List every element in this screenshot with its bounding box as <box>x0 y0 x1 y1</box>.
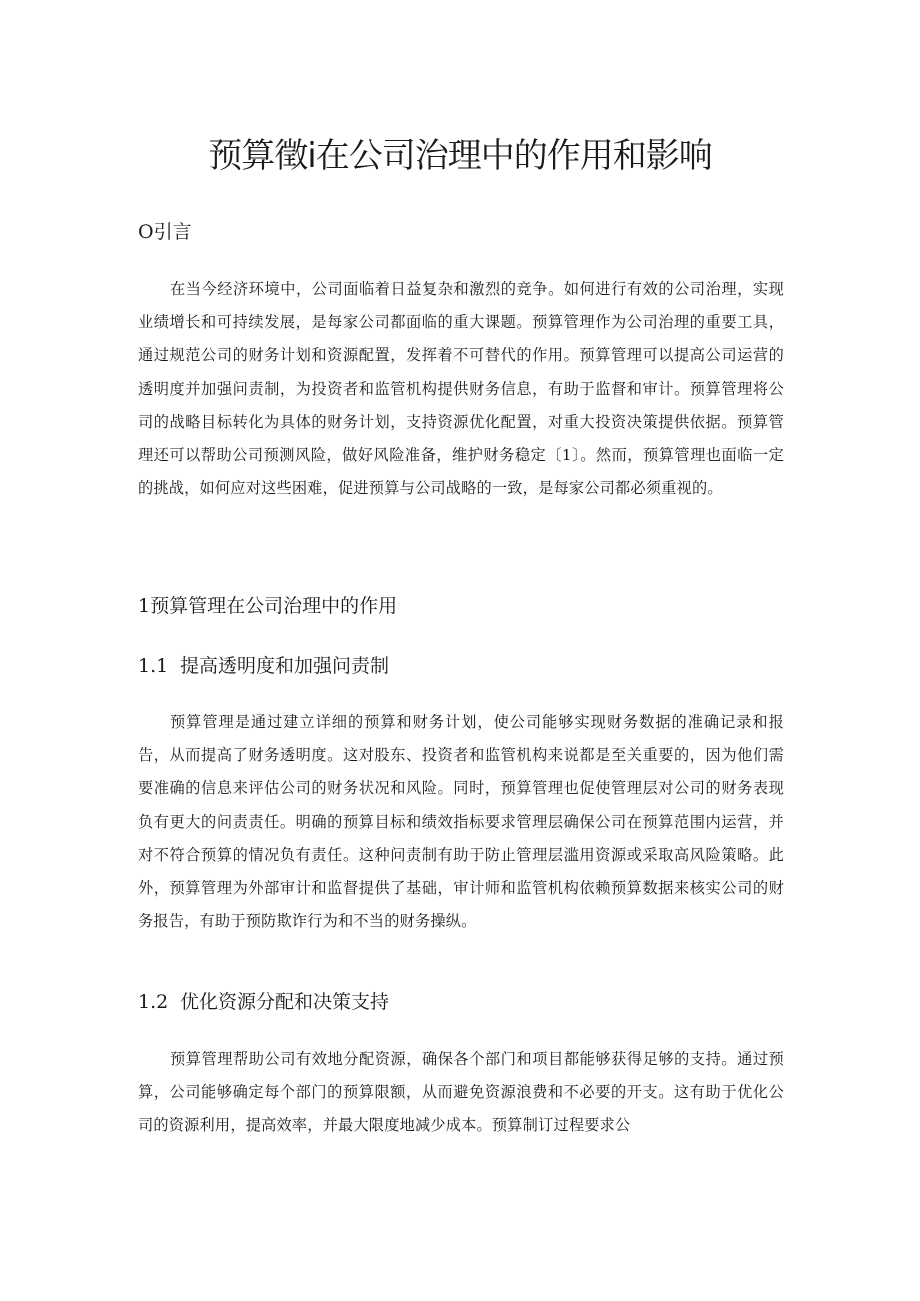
section-1-2-paragraph: 预算管理帮助公司有效地分配资源，确保各个部门和项目都能够获得足够的支持。通过预算，公司能够确定每个部门的预算限额，从而避免资源浪费和不必要的开支。这有助于优化公司的资源利用，提高效率，并最大限度地减少成本。预算制订过程要求公 <box>138 1050 784 1135</box>
document-title: 预算徵i在公司治理中的作用和影响 <box>208 136 712 176</box>
section-1-1-heading <box>138 652 389 680</box>
section-1-heading: 1预算管理在公司治理中的作用 <box>138 595 398 617</box>
section-1-1-number: 1.1 <box>138 655 169 677</box>
section-1-2-title: 优化资源分配和决策支持 <box>180 991 390 1013</box>
section-1-1-paragraph: 预算管理是通过建立详细的预算和财务计划，使公司能够实现财务数据的准确记录和报告，从而提高了财务透明度。这对股东、投资者和监管机构来说都是至关重要的，因为他们需要准确的信息来评估公司的财务状况和风险。同时，预算管理也促使管理层对公司的财务表现负有更大的问责责任。明确的预算目标和绩效指标要求管理层确保公司在预算范围内运营，并对不符合预算的情况负有责任。这种问责制有助于防止管理层滥用资源或采取高风险策略。此外，预算管理为外部审计和监督提供了基础，审计师和监管机构依赖预算数据来核实公司的财务报告，有助于预防欺诈行为和不当的财务操纵。 <box>138 713 784 931</box>
intro-paragraph: 在当今经济环境中，公司面临着日益复杂和激烈的竞争。如何进行有效的公司治理，实现业绩增长和可持续发展，是每家公司都面临的重大课题。预算管理作为公司治理的重要工具，通过规范公司的财务计划和资源配置，发挥着不可替代的作用。预算管理可以提高公司运营的透明度并加强问责制，为投资者和监管机构提供财务信息，有助于监督和审计。预算管理将公司的战略目标转化为具体的财务计划，支持资源优化配置，对重大投资决策提供依据。预算管理还可以帮助公司预测风险，做好风险准备，维护财务稳定〔1〕。然而，预算管理也面临一定的挑战，如何应对这些困难，促进预算与公司战略的一致，是每家公司都必须重视的。 <box>138 280 784 498</box>
intro-heading: O引言 <box>138 221 192 243</box>
section-1-1-title: 提高透明度和加强问责制 <box>180 655 390 677</box>
section-1-2-number: 1.2 <box>138 991 169 1013</box>
section-1-2-heading <box>138 988 389 1016</box>
